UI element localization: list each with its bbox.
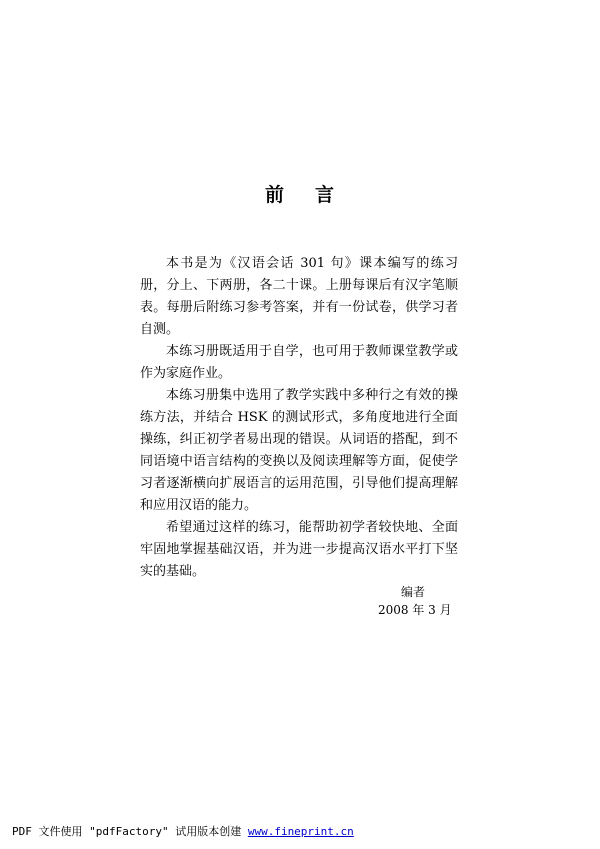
title-char-1: 前 — [264, 184, 285, 206]
paragraph-4: 希望通过这样的练习，能帮助初学者较快地、全面牢固地掌握基础汉语，并为进一步提高汉语水平打下坚实的基础。 — [140, 520, 458, 579]
signature-author: 编者 — [401, 585, 426, 599]
title-char-2: 言 — [315, 184, 336, 206]
paragraph-1: 本书是为《汉语会话 301 句》课本编写的练习册，分上、下两册，各二十课。上册每课后有汉字笔顺表。每册后附练习参考答案，并有一份试卷，供学习者自测。 — [140, 256, 458, 337]
footer-link[interactable]: www.fineprint.cn — [247, 825, 354, 838]
signature-block — [378, 583, 458, 619]
preface-body — [140, 253, 458, 583]
paragraph-3: 本练习册集中选用了教学实践中多种行之有效的操练方法，并结合 HSK 的测试形式，多角度地进行全面操练，纠正初学者易出现的错误。从词语的搭配，到不同语境中语言结构的变换以及阅读理解等方面，促使学习者逐渐横向扩展语言的运用范围，引导他们提高理解和应用汉语的能力。 — [140, 388, 458, 513]
paragraph-2: 本练习册既适用于自学，也可用于教师课堂教学或作为家庭作业。 — [140, 344, 458, 381]
pdf-footer — [12, 823, 354, 839]
signature-date: 2008 年 3 月 — [378, 603, 452, 617]
page-title — [0, 180, 600, 207]
footer-text: PDF 文件使用 "pdfFactory" 试用版本创建 — [12, 825, 248, 838]
